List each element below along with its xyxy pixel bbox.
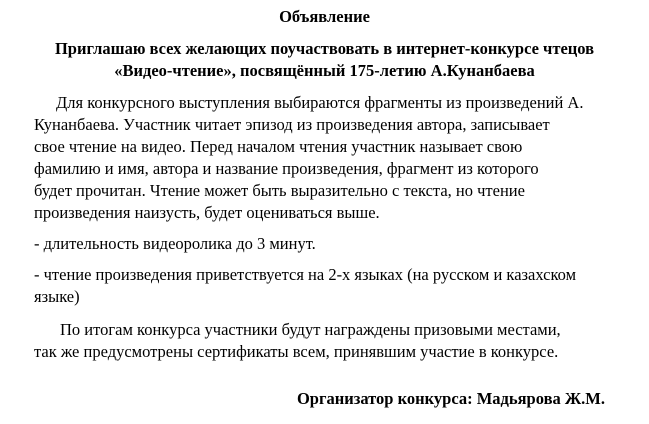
invitation-heading-line: Приглашаю всех желающих поучаствовать в интернет-конкурсе чтецов [54, 39, 595, 58]
results-line: По итогам конкурса участники будут награждены призовыми местами, [60, 320, 561, 339]
rule-duration: - длительность видеоролика до 3 минут. [34, 234, 316, 253]
intro-line: фамилию и имя, автора и название произведения, фрагмент из которого [34, 159, 539, 178]
results-paragraph [34, 319, 615, 363]
invitation-heading-line: «Видео-чтение», посвящённый 175-летию А.Кунанбаева [114, 61, 535, 80]
rule-language-line: языке) [34, 287, 80, 306]
results-line: так же предусмотрены сертификаты всем, принявшим участие в конкурсе. [34, 342, 559, 361]
rule-language-line: - чтение произведения приветствуется на 2-х языках (на русском и казахском [34, 265, 577, 284]
organizer-signature: Организатор конкурса: Мадьярова Ж.М. [296, 389, 605, 408]
intro-line: будет прочитан. Чтение может быть выразительно с текста, но чтение [34, 181, 525, 200]
rule-language [34, 264, 615, 308]
intro-paragraph [34, 92, 615, 224]
intro-line: произведения наизусть, будет оцениваться выше. [34, 203, 380, 222]
intro-line: свое чтение на видео. Перед началом чтения участник называет свою [34, 137, 523, 156]
page-title: Объявление [279, 7, 370, 26]
intro-line: Кунанбаева. Участник читает эпизод из произведения автора, записывает [34, 115, 550, 134]
intro-line: Для конкурсного выступления выбираются фрагменты из произведений А. [56, 93, 584, 112]
invitation-heading [34, 38, 615, 82]
